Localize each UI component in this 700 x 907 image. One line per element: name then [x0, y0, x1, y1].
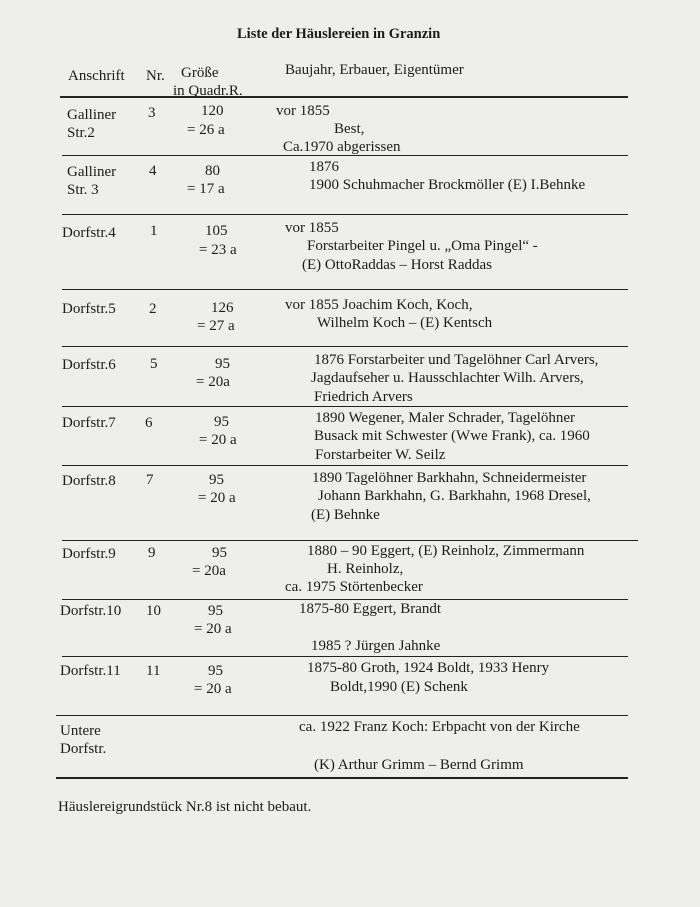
row-8-size: 95 — [212, 545, 227, 561]
row-divider — [62, 155, 628, 156]
row-7-details: Johann Barkhahn, G. Barkhahn, 1968 Dresel, — [318, 488, 591, 504]
row-1-number: 3 — [148, 105, 156, 121]
row-10-details: 1875-80 Groth, 1924 Boldt, 1933 Henry — [307, 660, 550, 676]
row-9-address: Dorfstr.10 — [60, 603, 122, 619]
row-6-number: 6 — [145, 415, 153, 431]
row-3-size: 105 — [205, 223, 228, 239]
row-3-details: Forstarbeiter Pingel u. „Oma Pingel“ - — [307, 238, 538, 254]
row-divider — [62, 289, 628, 290]
row-4-area: = 27 a — [197, 318, 235, 334]
row-1-address: Galliner — [67, 107, 117, 123]
row-3-address: Dorfstr.4 — [62, 225, 116, 241]
row-10-address: Dorfstr.11 — [60, 663, 121, 679]
row-divider — [62, 540, 638, 541]
row-5-details: Jagdaufseher u. Hausschlachter Wilh. Arvers, — [311, 370, 584, 386]
footnote: Häuslereigrundstück Nr.8 ist nicht bebaut. — [58, 799, 312, 815]
header-address: Anschrift — [68, 68, 125, 84]
row-4-details: Wilhelm Koch – (E) Kentsch — [317, 315, 493, 331]
row-1-size: 120 — [201, 103, 224, 119]
row-7-number: 7 — [146, 472, 154, 488]
row-5-address: Dorfstr.6 — [62, 357, 116, 373]
row-6-area: = 20 a — [199, 432, 237, 448]
row-7-address: Dorfstr.8 — [62, 473, 116, 489]
row-10-details: Boldt,1990 (E) Schenk — [330, 679, 468, 695]
row-divider — [62, 214, 628, 215]
row-1-area: = 26 a — [187, 122, 225, 138]
row-1-address: Str.2 — [67, 125, 95, 141]
row-11-details: ca. 1922 Franz Koch: Erbpacht von der Kirche — [299, 719, 580, 735]
row-2-number: 4 — [149, 163, 157, 179]
row-8-details: 1880 – 90 Eggert, (E) Reinholz, Zimmermann — [307, 543, 585, 559]
row-2-address: Galliner — [67, 164, 117, 180]
row-4-number: 2 — [149, 301, 157, 317]
row-9-area: = 20 a — [194, 621, 232, 637]
header-number: Nr. — [146, 68, 165, 84]
row-8-number: 9 — [148, 545, 156, 561]
header-size-unit: in Quadr.R. — [173, 83, 243, 99]
row-7-details: (E) Behnke — [311, 507, 380, 523]
row-8-address: Dorfstr.9 — [62, 546, 116, 562]
row-9-details: 1875-80 Eggert, Brandt — [299, 601, 442, 617]
row-4-size: 126 — [211, 300, 234, 316]
header-rule — [60, 96, 628, 98]
row-8-details: ca. 1975 Störtenbecker — [285, 579, 423, 595]
row-2-details: 1900 Schuhmacher Brockmöller (E) I.Behnke — [309, 177, 586, 193]
row-divider — [62, 346, 628, 347]
row-3-number: 1 — [150, 223, 158, 239]
row-10-area: = 20 a — [194, 681, 232, 697]
row-11-address: Untere — [60, 723, 101, 739]
row-6-details: Forstarbeiter W. Seilz — [315, 447, 446, 463]
row-5-details: 1876 Forstarbeiter und Tagelöhner Carl Arvers, — [314, 352, 599, 368]
row-9-details: 1985 ? Jürgen Jahnke — [311, 638, 441, 654]
page-title: Liste der Häuslereien in Granzin — [237, 26, 441, 42]
row-10-size: 95 — [208, 663, 223, 679]
row-divider — [56, 715, 628, 716]
row-11-details: (K) Arthur Grimm – Bernd Grimm — [314, 757, 524, 773]
row-6-details: Busack mit Schwester (Wwe Frank), ca. 1960 — [314, 428, 590, 444]
row-5-size: 95 — [215, 356, 230, 372]
row-4-address: Dorfstr.5 — [62, 301, 116, 317]
row-5-area: = 20a — [196, 374, 230, 390]
row-4-details: vor 1855 Joachim Koch, Koch, — [285, 297, 473, 313]
table-bottom-rule — [56, 777, 628, 779]
row-8-area: = 20a — [192, 563, 226, 579]
row-2-address: Str. 3 — [67, 182, 99, 198]
row-6-address: Dorfstr.7 — [62, 415, 116, 431]
row-7-area: = 20 a — [198, 490, 236, 506]
row-1-details: Ca.1970 abgerissen — [283, 139, 401, 155]
row-divider — [62, 656, 628, 657]
row-7-details: 1890 Tagelöhner Barkhahn, Schneidermeister — [312, 470, 587, 486]
row-2-size: 80 — [205, 163, 220, 179]
row-1-details: vor 1855 — [276, 103, 330, 119]
row-2-details: 1876 — [309, 159, 339, 175]
row-6-details: 1890 Wegener, Maler Schrader, Tagelöhner — [315, 410, 576, 426]
row-1-details: Best, — [334, 121, 365, 137]
row-9-size: 95 — [208, 603, 223, 619]
row-10-number: 11 — [146, 663, 161, 679]
row-divider — [62, 465, 628, 466]
row-11-address: Dorfstr. — [60, 741, 107, 757]
header-details: Baujahr, Erbauer, Eigentümer — [285, 62, 464, 78]
header-size: Größe — [181, 65, 219, 81]
row-3-details: (E) OttoRaddas – Horst Raddas — [302, 257, 492, 273]
row-9-number: 10 — [146, 603, 161, 619]
row-7-size: 95 — [209, 472, 224, 488]
row-6-size: 95 — [214, 414, 229, 430]
row-8-details: H. Reinholz, — [327, 561, 404, 577]
row-2-area: = 17 a — [187, 181, 225, 197]
row-3-details: vor 1855 — [285, 220, 339, 236]
row-5-number: 5 — [150, 356, 158, 372]
row-5-details: Friedrich Arvers — [314, 389, 413, 405]
row-divider — [62, 406, 628, 407]
row-3-area: = 23 a — [199, 242, 237, 258]
